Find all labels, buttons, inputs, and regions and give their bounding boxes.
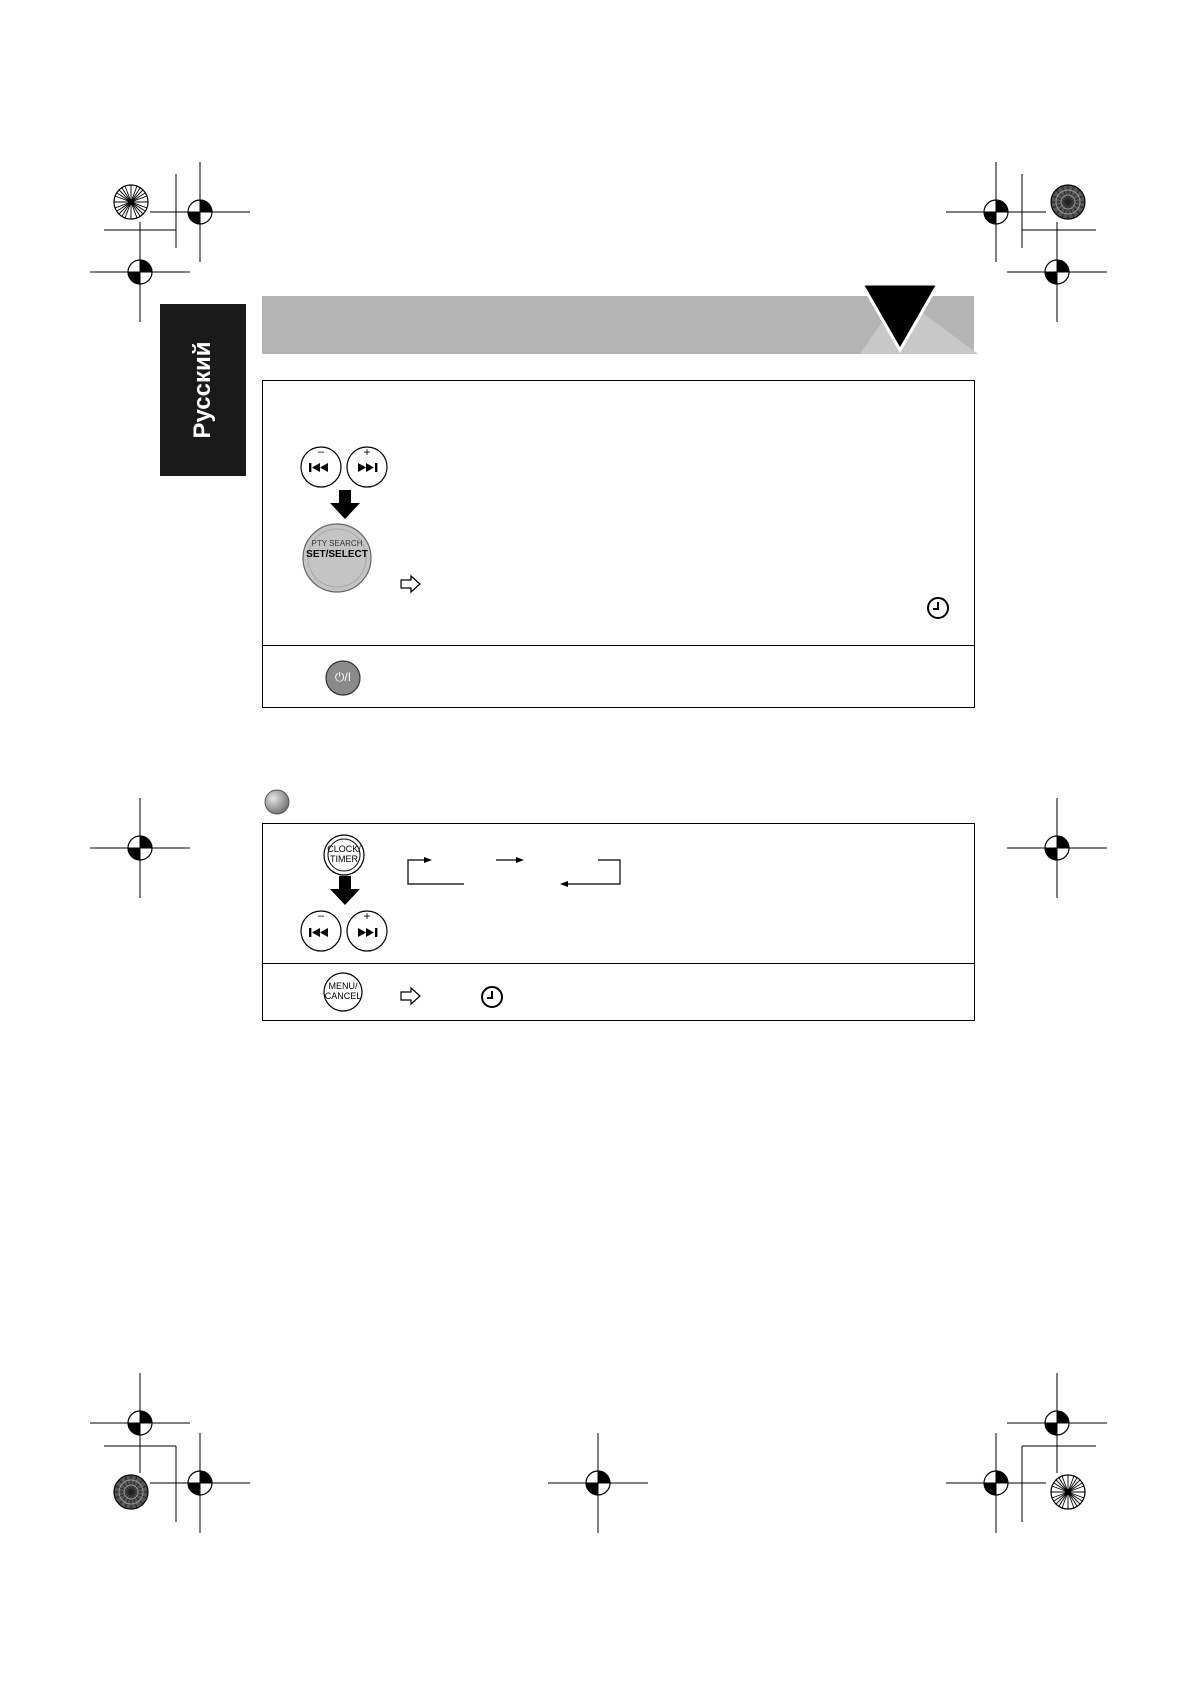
subsection-bullet-icon xyxy=(264,789,290,815)
instruction-panel-2 xyxy=(262,645,975,708)
instruction-panel-4 xyxy=(262,963,975,1021)
down-arrow-icon xyxy=(330,876,360,906)
clock-icon xyxy=(926,596,950,620)
menu-cancel-label-1: MENU/ xyxy=(328,981,358,991)
clock-timer-label-2: TIMER xyxy=(330,854,358,864)
instruction-panel-1 xyxy=(262,380,975,646)
skip-back-sign: – xyxy=(317,910,325,922)
clock-timer-label-1: CLOCK/ xyxy=(327,844,361,854)
skip-forward-sign: + xyxy=(363,909,371,923)
language-tab-label: Русский xyxy=(189,341,216,439)
power-button-label: ⏻/I xyxy=(334,670,352,684)
right-arrow-outline-icon xyxy=(400,575,422,593)
menu-cancel-label-2: CANCEL xyxy=(324,991,362,1001)
cycle-flow-diagram xyxy=(400,850,630,892)
clock-icon xyxy=(480,985,504,1009)
section-marker-icon xyxy=(860,282,980,356)
language-tab xyxy=(160,304,246,476)
down-arrow-icon xyxy=(330,490,360,520)
set-select-label: SET/SELECT xyxy=(306,549,368,560)
skip-forward-sign: + xyxy=(363,445,371,459)
right-arrow-outline-icon xyxy=(400,987,422,1005)
pty-search-label: PTY SEARCH xyxy=(311,539,363,548)
skip-back-sign: – xyxy=(317,446,325,458)
